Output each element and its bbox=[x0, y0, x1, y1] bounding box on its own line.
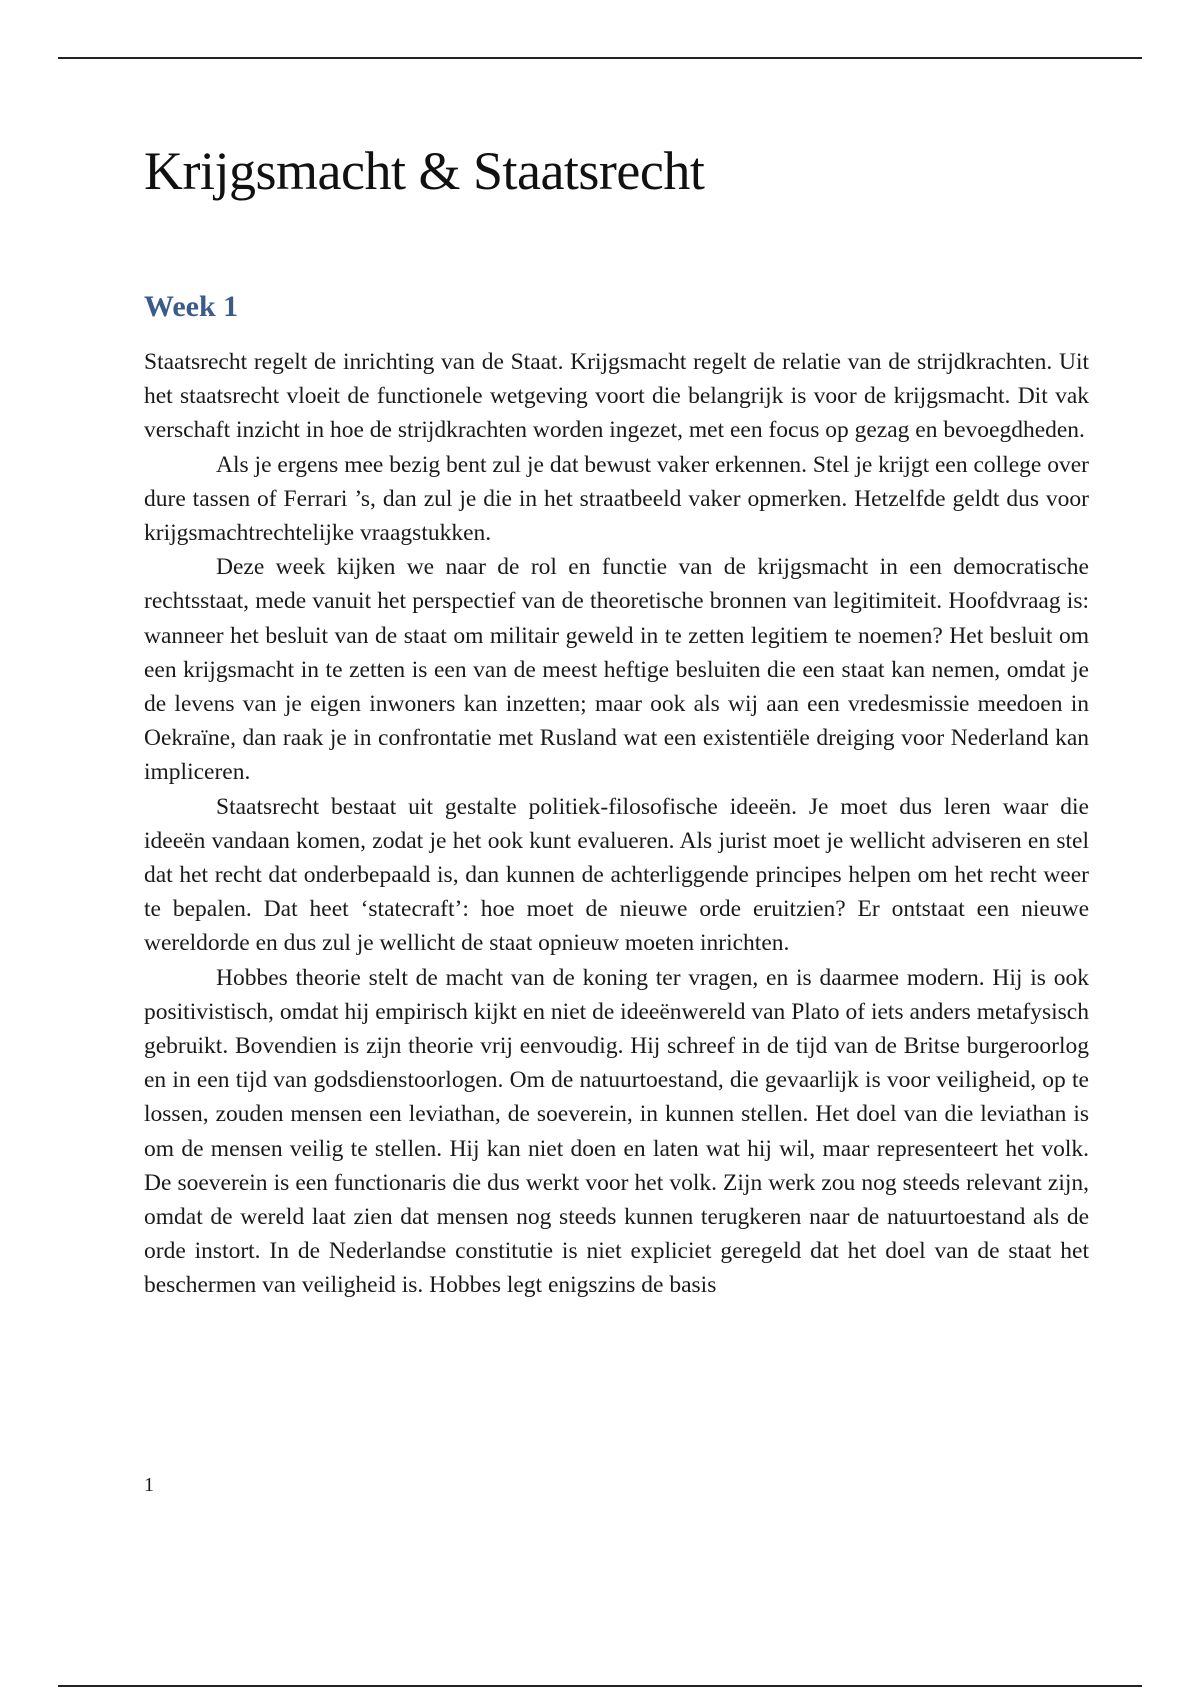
bottom-page-rule bbox=[58, 1685, 1142, 1687]
paragraph: Staatsrecht regelt de inrichting van de Staat. Krijgsmacht regelt de relatie van de strijdkrachten. Uit het staatsrecht vloeit de functionele wetgeving voort die belangrijk is voor de krijgsmacht. Dit vak verschaft inzicht in hoe de strijdkrachten worden ingezet, met een focus op gezag en bevoegdheden. bbox=[144, 349, 1089, 444]
page-title: Krijgsmacht & Staatsrecht bbox=[144, 141, 705, 201]
paragraph: Deze week kijken we naar de rol en functie van de krijgsmacht in een democratische rechtsstaat, mede vanuit het perspectief van de theoretische bronnen van legitimiteit. Hoofdvraag is: wanneer het besluit van de staat om militair geweld in te zetten legitiem te noemen? Het besluit om een krijgsmacht in te zetten is een van de meest heftige besluiten die een staat kan nemen, omdat je de levens van je eigen inwoners kan inzetten; maar ook als wij aan een vredesmissie meedoen in Oekraïne, dan raak je in confrontatie met Rusland wat een existentiële dreiging voor Nederland kan impliceren. bbox=[144, 554, 1089, 786]
paragraph: Staatsrecht bestaat uit gestalte politiek-filosofische ideeën. Je moet dus leren waar die ideeën vandaan komen, zodat je het ook kunt evalueren. Als jurist moet je wellicht adviseren en stel dat het recht dat onderbepaald is, dan kunnen de achterliggende principes helpen om het recht weer te bepalen. Dat heet ‘statecraft’: hoe moet de nieuwe orde eruitzien? Er ontstaat een nieuwe wereldorde en dus zul je wellicht de staat opnieuw moeten inrichten. bbox=[144, 793, 1089, 957]
top-page-rule bbox=[58, 57, 1142, 59]
page-number: 1 bbox=[144, 1474, 154, 1496]
section-heading: Week 1 bbox=[144, 290, 239, 323]
body-text bbox=[144, 345, 1089, 1303]
paragraph: Hobbes theorie stelt de macht van de koning ter vragen, en is daarmee modern. Hij is ook positivistisch, omdat hij empirisch kijkt en niet de ideeënwereld van Plato of iets anders metafysisch gebruikt. Bovendien is zijn theorie vrij eenvoudig. Hij schreef in de tijd van de Britse burgeroorlog en in een tijd van godsdienstoorlogen. Om de natuurtoestand, die gevaarlijk is voor veiligheid, op te lossen, zouden mensen een leviathan, de soeverein, in kunnen stellen. Het doel van die leviathan is om de mensen veilig te stellen. Hij kan niet doen en laten wat hij wil, maar representeert het volk. De soeverein is een functionaris die dus werkt voor het volk. Zijn werk zou nog steeds relevant zijn, omdat de wereld laat zien dat mensen nog steeds kunnen terugkeren naar de natuurtoestand als de orde instort. In de Nederlandse constitutie is niet expliciet geregeld dat het doel van de staat het beschermen van veiligheid is. Hobbes legt enigszins de basis bbox=[144, 964, 1089, 1299]
paragraph: Als je ergens mee bezig bent zul je dat bewust vaker erkennen. Stel je krijgt een college over dure tassen of Ferrari ’s, dan zul je die in het straatbeeld vaker opmerken. Hetzelfde geldt dus voor krijgsmachtrechtelijke vraagstukken. bbox=[144, 451, 1089, 547]
